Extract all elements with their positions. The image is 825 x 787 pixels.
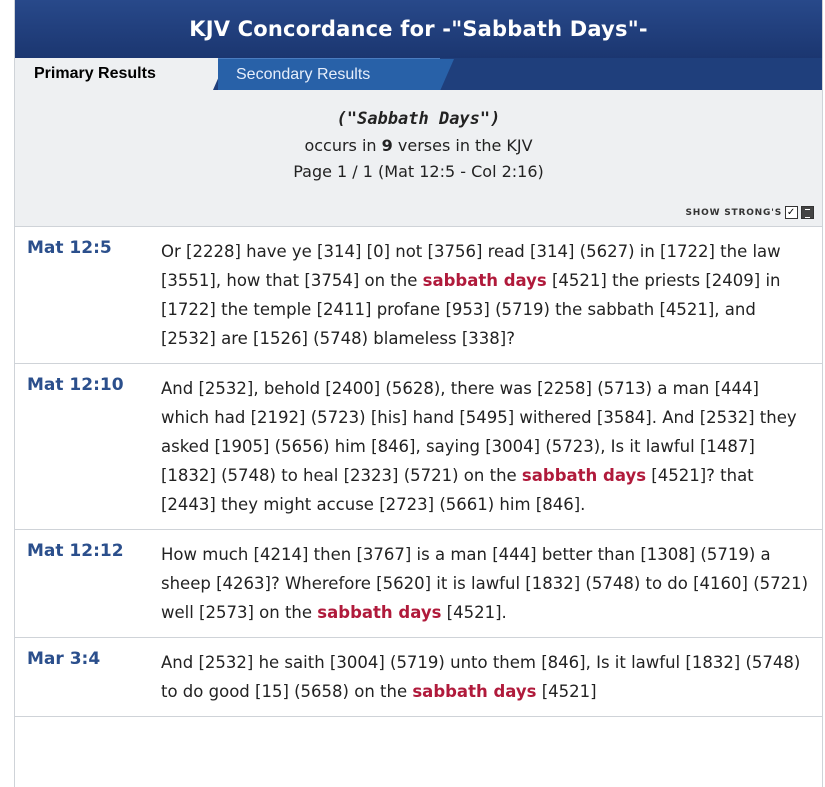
verse-row xyxy=(15,638,822,717)
verse-text-before: Or [2228] have ye [314] [0] not [3756] read [314] (5627) in [1722] the law [3551], how that [3754] on the xyxy=(161,242,781,290)
occurs-suffix: verses in the KJV xyxy=(397,136,533,155)
occurs-prefix: occurs in xyxy=(304,136,377,155)
search-term-highlight: sabbath days xyxy=(317,603,442,622)
show-strongs-checkbox[interactable]: ✓ xyxy=(786,207,797,218)
search-term-highlight: sabbath days xyxy=(422,271,547,290)
verse-count: 9 xyxy=(381,136,393,155)
verse-text-after: [4521]? that [2443] they might accuse [2723] (5661) him [846]. xyxy=(161,466,754,514)
verse-text xyxy=(161,237,811,353)
search-term-highlight: sabbath days xyxy=(412,682,537,701)
show-strongs-label: SHOW STRONG'S xyxy=(685,207,782,218)
tab-primary-results[interactable]: Primary Results xyxy=(15,58,213,90)
verse-reference-link[interactable]: Mat 12:5 xyxy=(27,238,112,258)
verse-row xyxy=(15,227,822,364)
verse-text-before: How much [4214] then [3767] is a man [444] better than [1308] (5719) a sheep [4263]? Wherefore [5620] it is lawful [1832] (5748) to do [4160] (5721) well [2573] on the xyxy=(161,545,809,622)
results-tabs xyxy=(15,58,822,90)
verse-text-after: [4521]. xyxy=(441,603,507,622)
concordance-panel xyxy=(14,0,823,787)
verse-reference-link[interactable]: Mat 12:10 xyxy=(27,375,124,395)
verse-text-before: And [2532], behold [2400] (5628), there was [2258] (5713) a man [444] which had [2192] (5723) [his] hand [5495] withered [3584]. And [2532] they asked [1905] (5656) him [846], saying [3004] (5723), Is it lawful [1487] [1832] (5748) to heal [2323] (5721) on the xyxy=(161,379,797,485)
tab-secondary-results[interactable]: Secondary Results xyxy=(218,58,440,90)
show-strongs-toggle[interactable] xyxy=(686,206,814,219)
occurrence-count-line xyxy=(15,136,822,155)
page-title: KJV Concordance for -"Sabbath Days"- xyxy=(15,0,822,58)
verse-reference-link[interactable]: Mar 3:4 xyxy=(27,649,101,669)
verse-list xyxy=(15,227,822,717)
verse-text-after: [4521] the priests [2409] in [1722] the temple [2411] profane [953] (5719) the sabbath [4521], and [2532] are [1526] (5748) blameless [338]? xyxy=(161,271,781,348)
search-term-highlight: sabbath days xyxy=(521,466,647,485)
verse-text-before: And [2532] he saith [3004] (5719) unto them [846], Is it lawful [1832] (5748) to do good [15] (5658) on the xyxy=(161,653,801,701)
verse-row xyxy=(15,364,822,530)
verse-text xyxy=(161,374,811,519)
strongs-info-icon[interactable] xyxy=(801,206,814,219)
verse-reference-link[interactable]: Mat 12:12 xyxy=(27,541,124,561)
verse-text xyxy=(161,648,811,706)
verse-text-after: [4521] xyxy=(536,682,597,701)
page-info: Page 1 / 1 (Mat 12:5 - Col 2:16) xyxy=(293,162,544,181)
results-summary xyxy=(15,90,822,227)
verse-row xyxy=(15,530,822,638)
search-term: ("Sabbath Days") xyxy=(336,109,501,129)
verse-text xyxy=(161,540,811,627)
